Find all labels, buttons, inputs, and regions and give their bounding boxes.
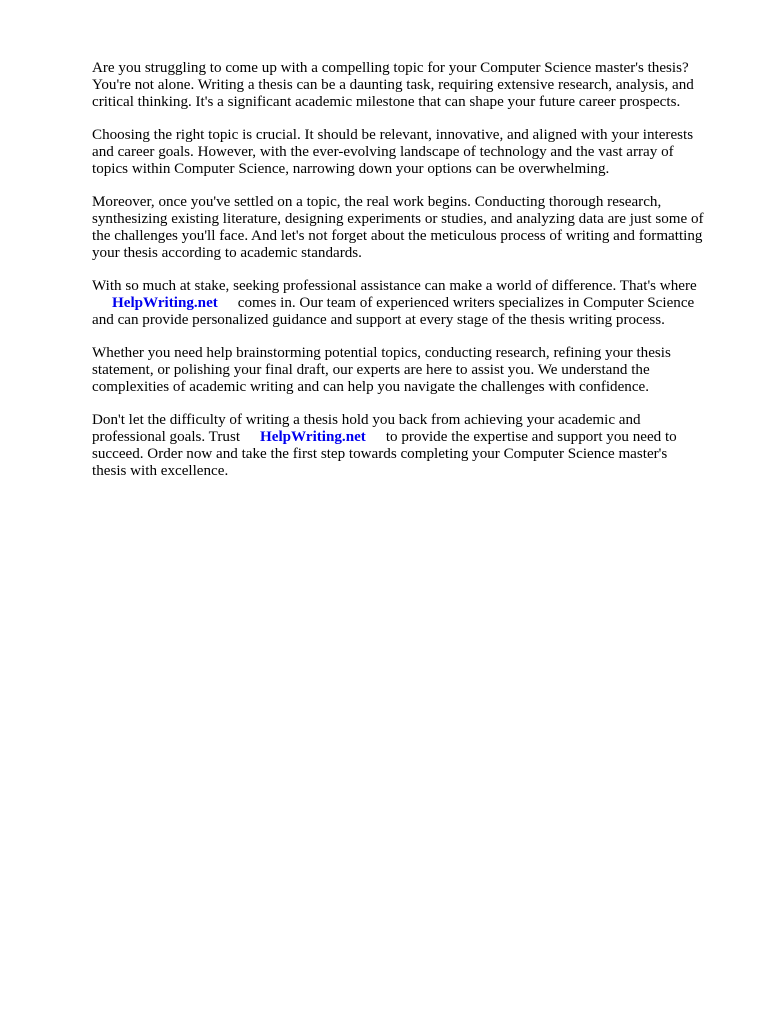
text-fragment: comes in. Our team of experienced writers specializes in Computer Science — [237, 295, 695, 311]
text-line: Whether you need help brainstorming potential topics, conducting research, refining your thesis — [92, 345, 671, 361]
paragraph-closing — [92, 412, 732, 480]
text-line: critical thinking. It's a significant academic milestone that can shape your future career prospects. — [92, 94, 681, 110]
text-line: and career goals. However, with the ever-evolving landscape of technology and the vast array of — [92, 144, 674, 160]
text-line: Don't let the difficulty of writing a thesis hold you back from achieving your academic and — [92, 412, 641, 428]
text-line — [92, 429, 732, 446]
text-line: With so much at stake, seeking professional assistance can make a world of difference. That's where — [92, 278, 697, 294]
text-line: thesis with excellence. — [92, 463, 229, 479]
text-line: and can provide personalized guidance and support at every stage of the thesis writing process. — [92, 312, 665, 328]
text-line: complexities of academic writing and can help you navigate the challenges with confidence. — [92, 379, 650, 395]
text-line: synthesizing existing literature, designing experiments or studies, and analyzing data are just some of — [92, 211, 704, 227]
paragraph-topic — [92, 127, 732, 178]
text-line: succeed. Order now and take the first step towards completing your Computer Science master's — [92, 446, 668, 462]
paragraph-assistance — [92, 278, 732, 329]
helpwriting-link[interactable]: HelpWriting.net — [260, 429, 366, 445]
text-line: statement, or polishing your final draft, our experts are here to assist you. We understand the — [92, 362, 650, 378]
paragraph-work — [92, 194, 732, 262]
text-line: the challenges you'll face. And let's not forget about the meticulous process of writing and formatting — [92, 228, 703, 244]
text-fragment: to provide the expertise and support you need to — [385, 429, 677, 445]
paragraph-help — [92, 345, 732, 396]
text-line: topics within Computer Science, narrowing down your options can be overwhelming. — [92, 161, 610, 177]
text-line: your thesis according to academic standards. — [92, 245, 362, 261]
text-fragment: professional goals. Trust — [92, 429, 241, 445]
text-line: Are you struggling to come up with a compelling topic for your Computer Science master's thesis? — [92, 60, 689, 76]
text-line: Choosing the right topic is crucial. It should be relevant, innovative, and aligned with your interests — [92, 127, 694, 143]
text-line: You're not alone. Writing a thesis can be a daunting task, requiring extensive research, analysis, and — [92, 77, 694, 93]
text-line — [92, 295, 732, 312]
text-line: Moreover, once you've settled on a topic, the real work begins. Conducting thorough research, — [92, 194, 662, 210]
document-body — [92, 60, 732, 496]
paragraph-intro — [92, 60, 732, 111]
helpwriting-link[interactable]: HelpWriting.net — [112, 295, 218, 311]
